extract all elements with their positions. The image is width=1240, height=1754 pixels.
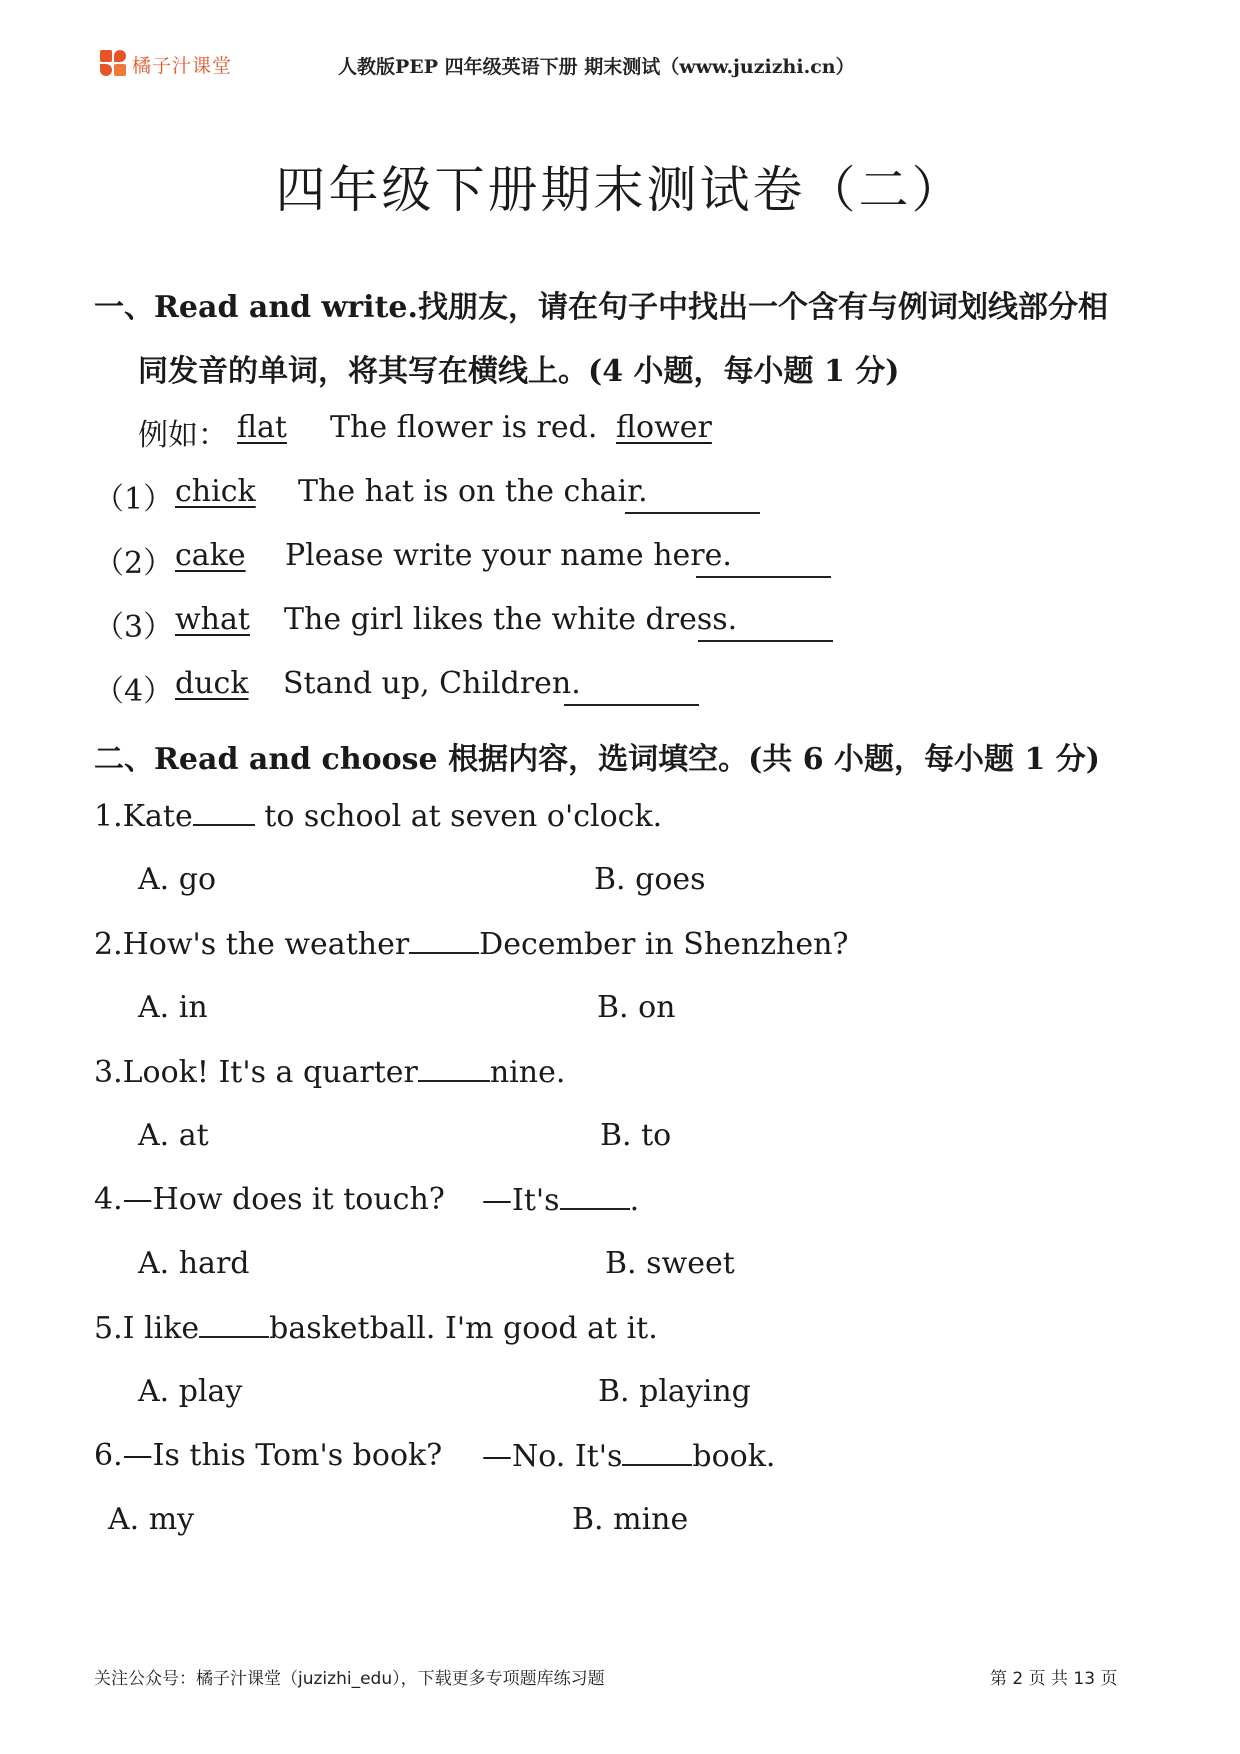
item-word: cake xyxy=(175,538,246,573)
section2-heading: 二、Read and choose 根据内容，选词填空。(共 6 小题，每小题 1 分) xyxy=(94,742,1100,777)
answer-blank[interactable] xyxy=(418,1054,490,1082)
option-b[interactable]: B. on xyxy=(597,990,676,1025)
answer-blank[interactable] xyxy=(698,612,833,642)
logo-text: 橘子汁课堂 xyxy=(132,54,233,77)
question-5: 5.I like basketball. I'm good at it. xyxy=(94,1311,658,1346)
question-1: 1.Kate to school at seven o'clock. xyxy=(94,799,663,834)
option-a[interactable]: A. in xyxy=(138,990,208,1025)
header-doc-title: 人教版PEP 四年级英语下册 期末测试（www.juzizhi.cn） xyxy=(338,56,855,78)
footer-note: 关注公众号：橘子汁课堂（juzizhi_edu），下载更多专项题库练习题 xyxy=(94,1669,605,1689)
section1-heading-line2: 同发音的单词，将其写在横线上。(4 小题，每小题 1 分) xyxy=(138,354,900,389)
page-number: 第 2 页 共 13 页 xyxy=(990,1669,1118,1689)
brand-logo xyxy=(100,50,232,78)
option-a[interactable]: A. at xyxy=(138,1118,209,1153)
answer-blank[interactable] xyxy=(199,1310,269,1338)
question-6: 6.—Is this Tom's book? xyxy=(94,1438,443,1473)
item-number: （4） xyxy=(94,674,174,709)
item-sentence: The hat is on the chair. xyxy=(298,474,648,509)
item-number: （3） xyxy=(94,610,174,645)
example-word: flat xyxy=(237,410,287,445)
option-b[interactable]: B. to xyxy=(600,1118,672,1153)
answer-blank[interactable] xyxy=(560,1182,630,1210)
example-answer: flower xyxy=(616,410,712,445)
question-2: 2.How's the weather December in Shenzhen? xyxy=(94,927,849,962)
option-b[interactable]: B. playing xyxy=(598,1374,751,1409)
question-4-reply: —It's . xyxy=(482,1183,640,1218)
question-3: 3.Look! It's a quarter nine. xyxy=(94,1055,566,1090)
item-number: （1） xyxy=(94,482,174,517)
option-a[interactable]: A. go xyxy=(138,862,217,897)
option-a[interactable]: A. hard xyxy=(138,1246,250,1281)
orange-logo-icon xyxy=(100,50,128,78)
page-title: 四年级下册期末测试卷（二） xyxy=(275,161,965,219)
option-b[interactable]: B. mine xyxy=(572,1502,689,1537)
question-4: 4.—How does it touch? xyxy=(94,1182,445,1217)
example-sentence: The flower is red. xyxy=(330,410,598,445)
item-number: （2） xyxy=(94,546,174,581)
answer-blank[interactable] xyxy=(409,926,479,954)
item-word: chick xyxy=(175,474,256,509)
option-b[interactable]: B. goes xyxy=(594,862,706,897)
answer-blank[interactable] xyxy=(625,484,760,514)
answer-blank[interactable] xyxy=(193,798,255,826)
item-word: duck xyxy=(175,666,249,701)
item-sentence: Stand up, Children. xyxy=(283,666,581,701)
item-word: what xyxy=(175,602,250,637)
item-sentence: Please write your name here. xyxy=(285,538,732,573)
answer-blank[interactable] xyxy=(696,548,831,578)
option-b[interactable]: B. sweet xyxy=(605,1246,735,1281)
option-a[interactable]: A. my xyxy=(108,1502,195,1537)
option-a[interactable]: A. play xyxy=(138,1374,243,1409)
example-label: 例如： xyxy=(138,418,228,453)
answer-blank[interactable] xyxy=(564,676,699,706)
section1-heading-line1: 一、Read and write.找朋友，请在句子中找出一个含有与例词划线部分相 xyxy=(94,290,1108,325)
answer-blank[interactable] xyxy=(622,1438,692,1466)
item-sentence: The girl likes the white dress. xyxy=(284,602,738,637)
question-6-reply: —No. It's book. xyxy=(482,1439,776,1474)
